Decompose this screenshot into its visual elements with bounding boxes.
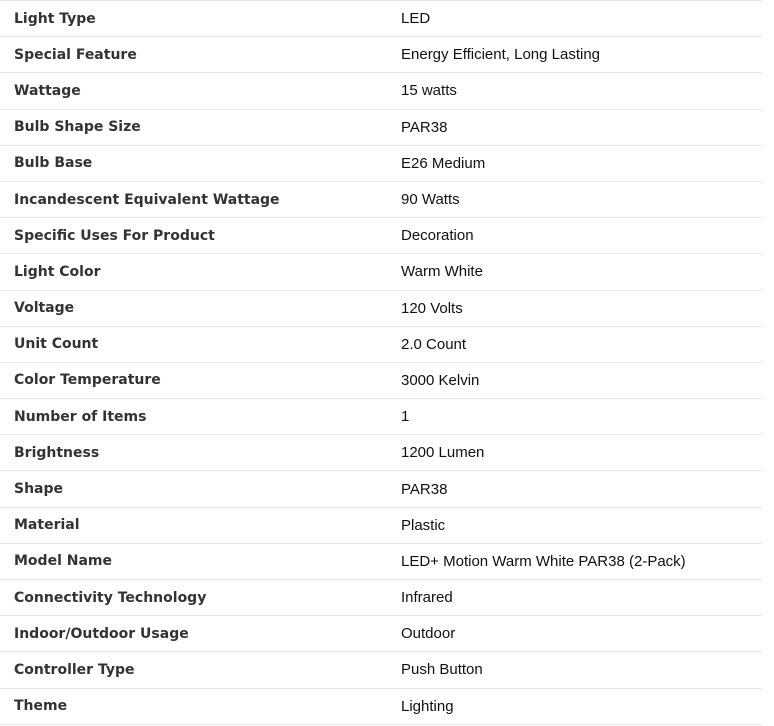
spec-value: Lighting — [401, 688, 762, 724]
spec-value: Plastic — [401, 507, 762, 543]
spec-label: Specific Uses For Product — [0, 218, 401, 254]
spec-label: Connectivity Technology — [0, 580, 401, 616]
spec-row — [0, 471, 762, 507]
spec-value: PAR38 — [401, 471, 762, 507]
spec-table-body — [0, 1, 762, 725]
spec-row — [0, 218, 762, 254]
spec-value: 1 — [401, 399, 762, 435]
spec-value: 90 Watts — [401, 181, 762, 217]
spec-row — [0, 326, 762, 362]
spec-value: 15 watts — [401, 73, 762, 109]
spec-value: LED — [401, 1, 762, 37]
spec-row — [0, 507, 762, 543]
spec-row — [0, 580, 762, 616]
spec-value: Outdoor — [401, 616, 762, 652]
spec-label: Light Color — [0, 254, 401, 290]
spec-label: Light Type — [0, 1, 401, 37]
spec-label: Model Name — [0, 543, 401, 579]
spec-row — [0, 37, 762, 73]
spec-label: Brightness — [0, 435, 401, 471]
spec-label: Number of Items — [0, 399, 401, 435]
spec-value: 1200 Lumen — [401, 435, 762, 471]
spec-row — [0, 290, 762, 326]
spec-label: Color Temperature — [0, 362, 401, 398]
spec-row — [0, 109, 762, 145]
spec-value: 2.0 Count — [401, 326, 762, 362]
spec-value: Energy Efficient, Long Lasting — [401, 37, 762, 73]
spec-value: LED+ Motion Warm White PAR38 (2-Pack) — [401, 543, 762, 579]
spec-label: Bulb Base — [0, 145, 401, 181]
spec-value: Infrared — [401, 580, 762, 616]
spec-value: PAR38 — [401, 109, 762, 145]
spec-row — [0, 616, 762, 652]
spec-row — [0, 1, 762, 37]
spec-row — [0, 688, 762, 724]
spec-row — [0, 399, 762, 435]
spec-label: Unit Count — [0, 326, 401, 362]
spec-label: Special Feature — [0, 37, 401, 73]
spec-label: Bulb Shape Size — [0, 109, 401, 145]
spec-label: Shape — [0, 471, 401, 507]
spec-label: Controller Type — [0, 652, 401, 688]
spec-label: Wattage — [0, 73, 401, 109]
spec-value: E26 Medium — [401, 145, 762, 181]
spec-row — [0, 362, 762, 398]
spec-value: 3000 Kelvin — [401, 362, 762, 398]
spec-row — [0, 73, 762, 109]
spec-row — [0, 181, 762, 217]
spec-value: 120 Volts — [401, 290, 762, 326]
spec-row — [0, 652, 762, 688]
spec-value: Decoration — [401, 218, 762, 254]
spec-label: Theme — [0, 688, 401, 724]
spec-label: Voltage — [0, 290, 401, 326]
spec-label: Indoor/Outdoor Usage — [0, 616, 401, 652]
spec-value: Warm White — [401, 254, 762, 290]
spec-row — [0, 543, 762, 579]
spec-row — [0, 145, 762, 181]
spec-label: Incandescent Equivalent Wattage — [0, 181, 401, 217]
spec-row — [0, 254, 762, 290]
spec-label: Material — [0, 507, 401, 543]
spec-value: Push Button — [401, 652, 762, 688]
spec-row — [0, 435, 762, 471]
